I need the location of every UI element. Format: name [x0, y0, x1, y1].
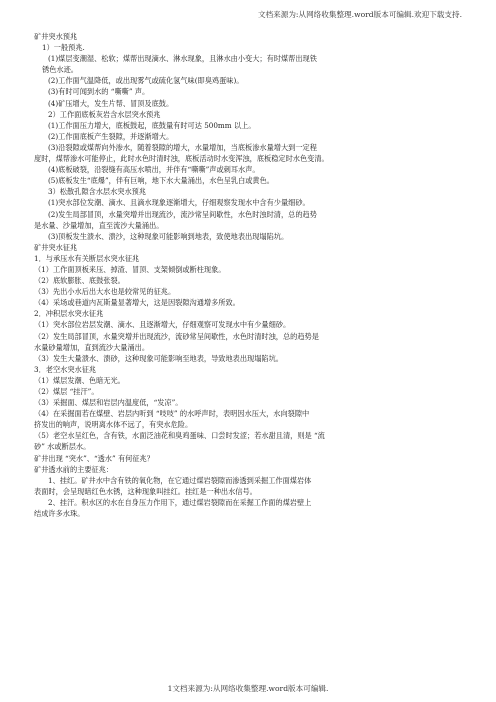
- text-line: (1)突水部位发潮、滴水、且滴水现象逐渐增大，仔细观察发现水中含有少量细砂。: [48, 198, 310, 208]
- text-line: (3)顶板发生溃水、溃沙，这种现象可能影响到地表，致使地表出现塌陷坑。: [48, 231, 289, 241]
- text-line: （3）先出小水后出大水也是较常见的征兆。: [34, 287, 176, 297]
- text-line: （5）老空水呈红色，含有铁，水面泛油花和臭鸡蛋味、口尝时发涩；若水甜且清，则是 “流: [34, 431, 325, 441]
- text-line: (2)工作面气温降低，或出现雾气或硫化氢气味(即臭鸡蛋味)。: [48, 76, 244, 86]
- text-line: 是水量、沙量增加，直至流沙大量涌出。: [34, 220, 164, 230]
- text-line: （1）煤层发潮、色暗无光。: [34, 375, 125, 385]
- page-header: 文档来源为:从网络收集整理.word版本可编辑.欢迎下载支持.: [257, 10, 462, 19]
- text-line: 挤发出的响声，说明离水体不远了，有突水危险。: [34, 420, 193, 430]
- text-line: （4）在采掘面若在煤壁、岩层内听到 “吱吱” 的水呼声时，表明因水压大，水向裂隙中: [34, 409, 310, 419]
- text-line: （4）采场或巷道内瓦斯量显著增大，这是因裂隙沟通增多所致。: [34, 298, 240, 308]
- text-line: 水量砂量增加，直到流沙大量涌出。: [34, 342, 150, 352]
- text-line: 矿井出现 “突水”、“透水” 有何征兆？: [34, 453, 154, 463]
- text-line: (2)工作面底板产生裂隙，并逐渐增大。: [48, 131, 174, 141]
- text-line: 矿井透水前的主要征兆：: [34, 464, 114, 474]
- document-body: [34, 31, 462, 519]
- text-line: (3)有时可闻到水的 “嘶嘶” 声。: [48, 87, 150, 97]
- text-line: 矿井突水预兆: [34, 32, 78, 41]
- text-line: (4)底板破裂，沿裂缝有高压水喷出，并伴有“嘶嘶”声或刺耳水声。: [48, 165, 260, 175]
- text-line: 2、挂汗。积水区的水在自身压力作用下，通过煤岩裂隙而在采掘工作面的煤岩壁上: [48, 497, 312, 507]
- text-line: 2．冲积层水突水征兆: [34, 309, 104, 319]
- text-line: （3）发生大量溃水、溃砂，这种现象可能影响至地表，导致地表出现塌陷坑。: [34, 353, 283, 363]
- text-line: （2）发生局部冒顶，水量突增并出现流沙，流砂常呈间歇性，水色时清时浊，总的趋势是: [34, 331, 319, 341]
- text-line: （3）采掘面、煤层和岩层内温度低，“发凉”。: [34, 398, 183, 408]
- text-line: (3)沿裂隙或煤帮向外渗水，随着裂隙的增大，水量增加，当底板渗水量增大到一定程: [48, 142, 317, 152]
- text-line: 砂” 水或断层水。: [34, 442, 91, 452]
- text-line: （1）突水部位岩层发潮、滴水、且逐渐增大，仔细观察可发现水中有少量细砂。: [34, 320, 291, 330]
- text-line: 3．老空水突水征兆: [34, 364, 97, 374]
- text-line: 结成许多水珠。: [34, 509, 85, 519]
- text-line: 1．与承压水有关断层水突水征兆: [34, 253, 140, 263]
- text-line: 2）工作面底板灰岩含水层突水预兆: [48, 109, 161, 119]
- text-line: 1）一般预兆.: [42, 43, 85, 53]
- text-line: （2）底软膨胀、底鼓张裂。: [34, 276, 125, 286]
- text-line: (4)矿压增大，发生片帮、冒顶及底鼓。: [48, 98, 174, 108]
- text-line: 锈色水迹。: [42, 65, 78, 75]
- text-line: 表面时，会呈现暗红色水锈，这种现象叫挂红。挂红是一种出水信号。: [34, 486, 257, 496]
- text-line: 1、挂红。矿井水中含有铁的氧化物，在它通过煤岩裂隙而渗透到采掘工作面煤岩体: [48, 475, 312, 485]
- text-line: (1)煤层变潮湿、松软；煤帮出现滴水、淋水现象，且淋水由小变大；有时煤帮出现铁: [48, 54, 317, 64]
- text-line: 3）松散孔隙含水层水突水预兆: [48, 187, 147, 197]
- text-line: 度时，煤帮渗水可能停止，此时水色时清时浊，底板活动时水变浑浊，底板稳定时水色变清。: [34, 154, 329, 164]
- text-line: (2)发生局部冒顶，水量突增并出现流沙，流沙常呈间歇性，水色时浊时清，总的趋势: [48, 209, 317, 219]
- text-line: (1)工作面压力增大，底板鼓起，底鼓量有时可达 500mm 以上。: [48, 120, 256, 130]
- text-line: 矿井突水征兆: [34, 242, 78, 252]
- page-footer: 1文档来源为:从网络收集整理.word版本可编辑.: [167, 684, 329, 693]
- text-line: (5)底板发生“底爆”，伴有巨响，地下水大量涌出，水色呈乳白或黄色。: [48, 176, 274, 186]
- text-line: （1）工作面顶板来压、掉渣、冒顶、支架倾倒或断柱现象。: [34, 264, 226, 274]
- text-line: （2）煤层 “挂汗”。: [34, 387, 99, 396]
